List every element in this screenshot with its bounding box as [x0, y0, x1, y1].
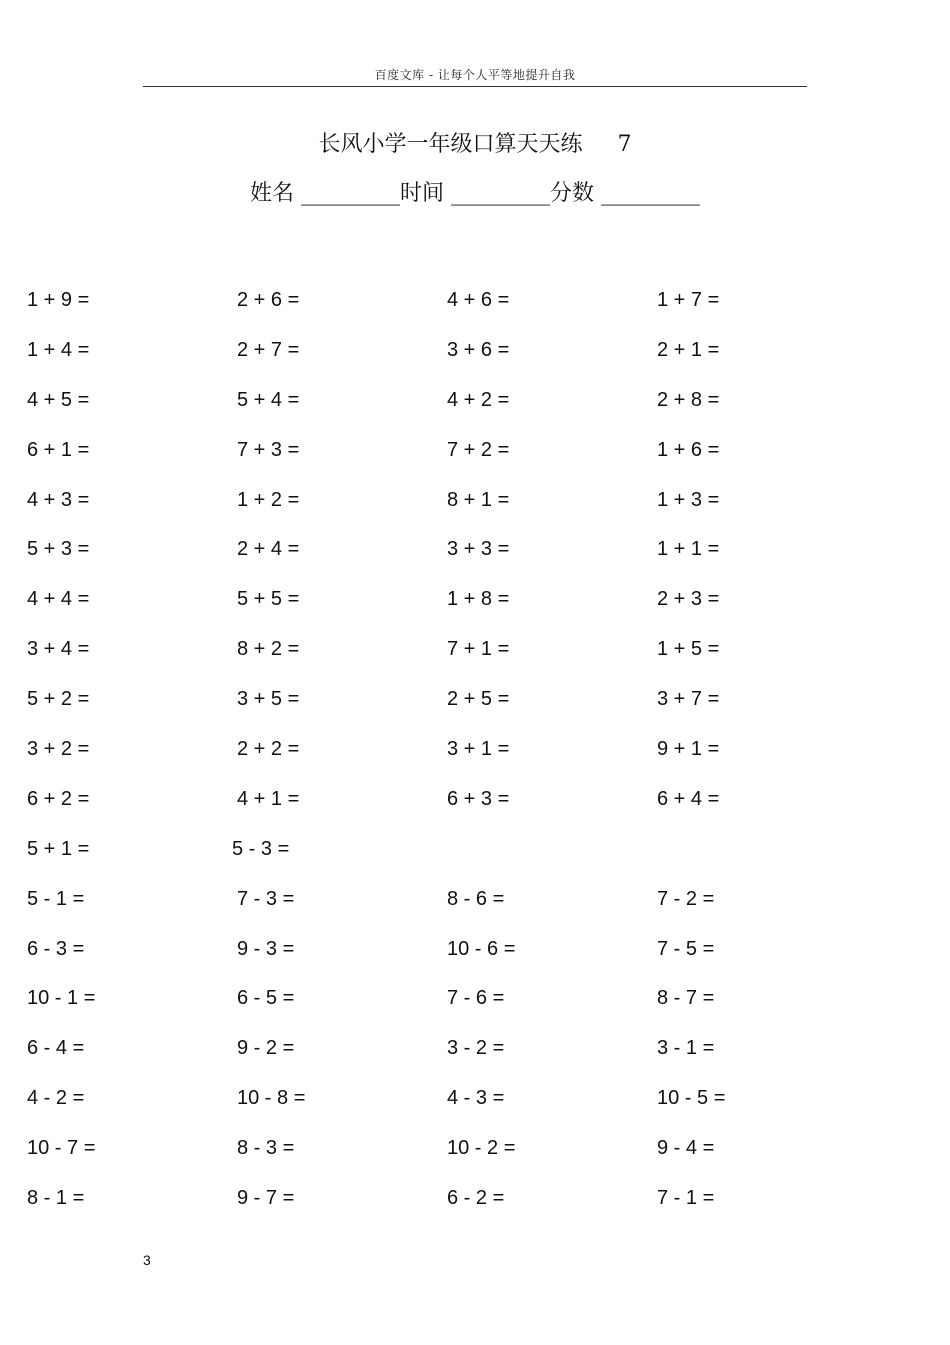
- problem-row: [0, 684, 950, 734]
- problem-row: [0, 784, 950, 834]
- problem-cell: 8 - 7 =: [657, 987, 715, 1010]
- problem-cell: 7 + 2 =: [447, 438, 510, 461]
- problem-row: [0, 1183, 950, 1233]
- problem-cell: 1 + 8 =: [447, 588, 510, 611]
- problem-cell: 2 + 4 =: [237, 538, 300, 561]
- problem-cell: 10 - 2 =: [447, 1137, 516, 1160]
- problem-cell: 10 - 8 =: [237, 1087, 306, 1110]
- problem-cell: 3 + 6 =: [447, 338, 510, 361]
- problem-row: [0, 983, 950, 1033]
- problem-cell: 9 - 2 =: [237, 1037, 295, 1060]
- problem-row: [0, 285, 950, 335]
- problem-cell: 5 + 2 =: [27, 688, 90, 711]
- problem-cell: 1 + 6 =: [657, 438, 720, 461]
- problem-cell: 5 + 5 =: [237, 588, 300, 611]
- problem-cell: 8 + 1 =: [447, 488, 510, 511]
- problem-cell: 4 + 3 =: [27, 488, 90, 511]
- problem-row: [0, 834, 950, 884]
- problem-cell: 3 - 2 =: [447, 1037, 505, 1060]
- problem-cell: 5 - 1 =: [27, 887, 85, 910]
- problem-cell: 10 - 1 =: [27, 987, 96, 1010]
- problem-cell: 7 - 5 =: [657, 937, 715, 960]
- problem-cell: 7 - 6 =: [447, 987, 505, 1010]
- problem-cell: 3 - 1 =: [657, 1037, 715, 1060]
- problem-cell: 3 + 2 =: [27, 738, 90, 761]
- problem-grid: [0, 285, 950, 1233]
- problem-cell: 3 + 3 =: [447, 538, 510, 561]
- problem-cell: 3 + 5 =: [237, 688, 300, 711]
- problem-cell: 6 - 2 =: [447, 1187, 505, 1210]
- problem-cell: 6 + 4 =: [657, 787, 720, 810]
- problem-cell: 3 + 4 =: [27, 638, 90, 661]
- problem-row: [0, 1133, 950, 1183]
- problem-cell: 1 + 2 =: [237, 488, 300, 511]
- problem-cell: 5 + 4 =: [237, 388, 300, 411]
- problem-cell: 1 + 7 =: [657, 289, 720, 311]
- problem-cell: 2 + 1 =: [657, 338, 720, 361]
- student-info-line: 姓名 _________时间 _________分数 _________: [250, 181, 700, 206]
- problem-cell: 4 + 4 =: [27, 588, 90, 611]
- problem-cell: 9 + 1 =: [657, 738, 720, 761]
- problem-cell: 5 + 1 =: [27, 837, 90, 860]
- worksheet-title: 长风小学一年级口算天天练 7: [318, 132, 632, 157]
- problem-cell: 8 - 6 =: [447, 887, 505, 910]
- problem-cell: 10 - 6 =: [447, 937, 516, 960]
- problem-cell: 10 - 5 =: [657, 1087, 726, 1110]
- problem-row: [0, 584, 950, 634]
- problem-cell: 2 + 8 =: [657, 388, 720, 411]
- problem-cell: 4 + 1 =: [237, 787, 300, 810]
- problem-row: [0, 335, 950, 385]
- problem-cell: 5 - 3 =: [232, 837, 290, 860]
- problem-row: [0, 534, 950, 584]
- problem-cell: 4 + 6 =: [447, 289, 510, 311]
- problem-row: [0, 435, 950, 485]
- problem-cell: 6 + 1 =: [27, 438, 90, 461]
- problem-cell: 6 + 3 =: [447, 787, 510, 810]
- problem-cell: 2 + 2 =: [237, 738, 300, 761]
- problem-cell: 1 + 3 =: [657, 488, 720, 511]
- problem-cell: 4 + 2 =: [447, 388, 510, 411]
- problem-row: [0, 385, 950, 435]
- problem-cell: 8 - 3 =: [237, 1137, 295, 1160]
- problem-row: [0, 884, 950, 934]
- problem-cell: 1 + 5 =: [657, 638, 720, 661]
- problem-cell: 3 + 1 =: [447, 738, 510, 761]
- problem-cell: 9 - 3 =: [237, 937, 295, 960]
- problem-cell: 8 - 1 =: [27, 1187, 85, 1210]
- page-header-text: 百度文库 - 让每个人平等地提升自我: [374, 68, 576, 82]
- header-divider: [143, 86, 807, 87]
- problem-cell: 8 + 2 =: [237, 638, 300, 661]
- problem-cell: 1 + 9 =: [27, 289, 90, 311]
- problem-cell: 7 + 1 =: [447, 638, 510, 661]
- problem-cell: 10 - 7 =: [27, 1137, 96, 1160]
- problem-cell: 2 + 5 =: [447, 688, 510, 711]
- problem-cell: 1 + 4 =: [27, 338, 90, 361]
- problem-cell: 9 - 4 =: [657, 1137, 715, 1160]
- problem-cell: 1 + 1 =: [657, 538, 720, 561]
- problem-cell: 2 + 3 =: [657, 588, 720, 611]
- problem-cell: 9 - 7 =: [237, 1187, 295, 1210]
- problem-row: [0, 1083, 950, 1133]
- problem-cell: 6 - 4 =: [27, 1037, 85, 1060]
- problem-cell: 7 + 3 =: [237, 438, 300, 461]
- problem-cell: 6 - 3 =: [27, 937, 85, 960]
- problem-row: [0, 1033, 950, 1083]
- page-number: 3: [143, 1252, 151, 1268]
- problem-row: [0, 734, 950, 784]
- problem-cell: 5 + 3 =: [27, 538, 90, 561]
- problem-row: [0, 934, 950, 984]
- problem-cell: 4 - 2 =: [27, 1087, 85, 1110]
- problem-cell: 6 + 2 =: [27, 787, 90, 810]
- problem-row: [0, 634, 950, 684]
- problem-cell: 4 + 5 =: [27, 388, 90, 411]
- problem-row: [0, 485, 950, 535]
- problem-cell: 7 - 3 =: [237, 887, 295, 910]
- problem-cell: 2 + 6 =: [237, 289, 300, 311]
- problem-cell: 2 + 7 =: [237, 338, 300, 361]
- problem-cell: 7 - 1 =: [657, 1187, 715, 1210]
- problem-cell: 4 - 3 =: [447, 1087, 505, 1110]
- problem-cell: 3 + 7 =: [657, 688, 720, 711]
- problem-cell: 6 - 5 =: [237, 987, 295, 1010]
- problem-cell: 7 - 2 =: [657, 887, 715, 910]
